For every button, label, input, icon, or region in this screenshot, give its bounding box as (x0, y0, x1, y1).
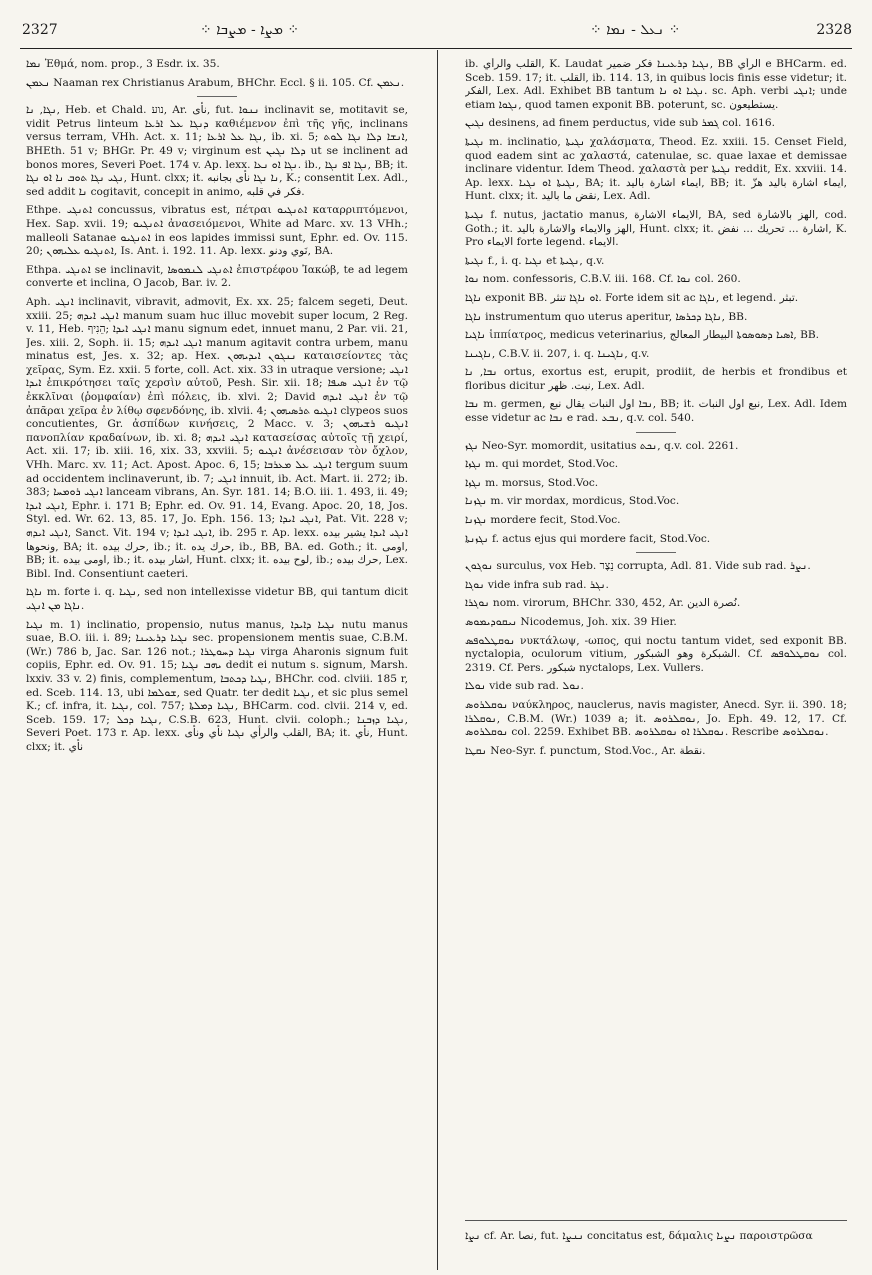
dictionary-entry: ܢܓܙܢܐ m. vir mordax, mordicus, Stod.Voc. (465, 495, 680, 508)
running-head-left: ⁘ ܡܨܐ - ܡܨܒܐ ⁘ (200, 22, 300, 38)
column-divider (437, 50, 438, 1270)
dictionary-entry: ܢܘܓܪܐ nom. virorum, BHChr. 330, 452, Ar. ‏نُصرة الدين‎. (465, 597, 741, 610)
dictionary-entry: ܢܘܓܐ vide infra sub rad. ܢܓܪ. (465, 578, 609, 591)
dictionary-entry: ܢܓܝܬܐ f. nutus, jactatio manus, ‏الايماء الاشارة‎, BA, sed ‏الهز بالاشارة‎, cod. Goth.; it. ‏الهز والايماء والاشارة باليد‎, Hunt. clxx; it. ‏اشارة ... تحريك ... نفض‎, K. Pro ‏الايماء‎ forte legend. ‏الايماء‎. (465, 208, 847, 249)
dictionary-entry: ܢܥܡܢ Naaman rex Christianus Arabum, BHChr. Eccl. § ii. 105. Cf. ܢܥܡܢ. (26, 76, 405, 89)
dictionary-entry: Ethpa. ܐܬܢܓܝ se inclinavit, ܐܬܢܓܝ ܠܢܡܘܣܐ ἐπιστρέφου Ἰακώβ, te ad legem converte et inclina, O Jacob, Bar. iv. 2. (26, 263, 408, 290)
page-number-left: 2327 (22, 22, 58, 38)
dictionary-entry: ܢܒܐ, ܢܐ ortus, exortus est, erupit, prodiit, de herbis et frondibus et floribus dicitur ‏نبت. ظهر‎, Lex. Adl. (465, 366, 847, 392)
page-number-right: 2328 (816, 22, 852, 38)
entry-separator (636, 432, 676, 434)
dictionary-entry: ܢܐܓܝܐ ἱππίατρος, medicus veterinarius, ܐܣܝܐ ܕܣܘܣܘܬܐ ‏البيطار المعالج‎, BB. (465, 329, 820, 342)
dictionary-entry: ܢܓܙ Neo-Syr. momordit, usitatius ܢܟܬ, q.v. col. 2261. (465, 439, 739, 452)
dictionary-entry: ܢܓܙܐ m. morsus, Stod.Voc. (465, 476, 599, 489)
entry-separator (636, 552, 676, 554)
header-rule (20, 48, 852, 49)
dictionary-entry: ܢܝܩܘܕܝܡܘܣ Nicodemus, Joh. xix. 39 Hier. (465, 616, 677, 628)
bottom-rule (465, 1220, 847, 1221)
dictionary-entry: ܢܓܙܢܐ mordere fecit, Stod.Voc. (465, 514, 621, 527)
left-column (26, 58, 408, 1268)
dictionary-entry: ܢܘܠܐ vide sub rad. ܢܘܠ. (465, 680, 584, 693)
dictionary-entry: ܢܩܛܐ Neo-Syr. f. punctum, Stod.Voc., Ar. ‏نقطة‎. (465, 744, 706, 757)
dictionary-entry: Ethpe. ܐܬܢܓܝ concussus, vibratus est, πέτραι ܐܬܢܓܝܘ καταρριπτόμενοι, Hex. Sap. xvii. 19; ܐܬܢܓܝܘ ἀνασειόμενοι, White ad Marc. xv. 13 VHh.; malleoli Satanae ܐܬܢܓܝܘ in eos lapides immissi sunt, Ephr. ed. Ov. 115. 20; ܐܬܢܓܝܘ ܥܠܝܗܘܢ, Is. Ant. i. 192. 11. Ap. lexx. ‏نَوي ودنو‎, BA. (26, 204, 408, 258)
dictionary-entry: ܢܓܝܬܐ f., i. q. ܢܓܝܐ et ܢܓܝܬܐ, q.v. (465, 254, 605, 267)
dictionary-entry: ܢܒܐ m. germen, ܢܒܐ ‏اول النبات يقال نبع‎, BB; it. ‏نبع اول النبات‎, Lex. Adl. Idem esse videtur ac ܢܒܐ e rad. ܢܒܥ, q.v. col. 540. (465, 398, 847, 425)
dictionary-entry: ܢܡܐ Ἐθμά, nom. prop., 3 Esdr. ix. 35. (26, 58, 220, 70)
dictionary-entry: ܢܓܐ, ܢܐ, Heb. et Chald. ‏נוע‎, Ar. ‏نأى‎, fut. ܢܢܘܐ inclinavit se, motitavit se, vidit Petrus linteum ܕܢܓܐ ܥܠ ܐܪܥܐ καθιέμενον ἐπὶ τῆς γῆς, inclinans versus terram, VHh. Act. x. 11; ܢܓܐ ܥܠ ܐܪܥܐ, ib. xi. 5; ܐܢܫܐ ܕܠܐ ܢܓܐ ܠܘܬ, BHEth. 51 v; BHGr. Pr. 49 v; virginum est ܕܠܐ ܢܓܝܢ ut se inclinent ad bonos mores, Severi Poet. 174 v. Ap. lexx. ܢܓܐ ܐܘ ܢܥܐ. ib., ܢܓܐ ܐܦ ܢܓܐ, BB; it. ܢܓܝ ܢܓܐ ܬܘܒ ܢܐ ܐܘ ܢܓܐ, Hunt. clxx; it. ܢܐ ܢܓܐ ‏نأى بجانبه‎, K.; consentit Lex. Adl., sed addit ܢܐ cogitavit, concepit in animo, ‏فكر في قلبه‎. (26, 104, 408, 198)
dictionary-entry: ܢܐܓܝܢܐ, C.B.V. ii. 207, i. q. ܢܐܓܝܢܐ, q.v. (465, 347, 650, 360)
dictionary-entry: ܢܐܓܐ exponit BB. ‏تنثر‎ ܐܘ ܢܐܓܐ. Forte idem sit ac ܢܐܓܐ, et legend. ‏تبثر‎. (465, 291, 799, 304)
entry-separator (197, 96, 237, 98)
dictionary-entry: ܢܘܐ nom. confessoris, C.B.V. iii. 168. Cf. ܢܘܐ col. 260. (465, 273, 741, 286)
dictionary-entry: ܢܓܙܢܬܐ f. actus ejus qui mordere facit, Stod.Voc. (465, 532, 711, 545)
dictionary-entry: ܢܓܝܬܐ m. inclinatio, ܢܓܝܬܐ χαλάσματα, Theod. Ez. xxiii. 15. Censet Field, quod eadem sint ac χαλαστά, catenulae, sc. quae laxae et demissae inclinare videntur. Idem Theod. χαλαστὰ per ܢܓܝܬܐ reddit, Ex. xxviii. 14. Ap. lexx. ܢܓܝܬܐ ܐܘ ܢܓܝܐ, BA; it. ‏ايماء اشارة باليد‎, BB; it. ‏ايماء اشارة باليد هزّ‎, Hunt. clxx; it. ‏نقض ما باليد‎, Lex. Adl. (465, 135, 847, 203)
right-column (465, 58, 847, 1268)
dictionary-entry: ܢܐܓܐ instrumentum quo uterus aperitur, ܢܐܓܐ ܕܟܪܣܐ, BB. (465, 310, 748, 323)
next-entry-line: ܢܨܐ cf. Ar. ‏نصا‎, fut. ܢܢܨܐ concitatus est, δάμαλις ܢܨܝܐ παροιστρῶσα (465, 1230, 813, 1242)
dictionary-entry: Aph. ܐܢܓܝ inclinavit, vibravit, admovit, Ex. xx. 25; falcem segeti, Deut. xxiii. 25; ܐܢܓܝ ܐܝܕܗ manum suam huc illuc movebit super locum, 2 Reg. v. 11, Heb. ‏הֵנִיף‎; ܐܢܓܝ ܐܝܕܐ manu signum edet, innuet manu, 2 Par. vii. 21, Jes. xiii. 2, Soph. ii. 15; ܐܢܓܝ ܐܝܕܗ manum agitavit contra urbem, manu minatus est, Jes. x. 32; ap. Hex. ܢܢܓܘܢ ܐܝܕܝܗܘܢ καταισείοντες τὰς χεῖρας, Sym. Ez. xxii. 5 forte, coll. Act. xix. 33 in utraque versione; ܐܢܓܝ ܐܝܕܐ ἐπικρότησει ταῖς χερσὶν αὐτοῦ, Pesh. Sir. xii. 18; ܐܢܓܝ ܣܝܦܐ ἐν τῷ ἐκκλῖναι (ῥομφαίαν) ἐπὶ πόλεις, ib. xlvi. 2; David ܐܢܓܝ ܐܝܕܗ ἐν τῷ ἀπᾶραι χεῖρα ἐν λίθῳ σφενδόνης, ib. xlvii. 4; ܐܢܓܝܘ ܬܪܣܝܗܘܢ clypeos suos concutientes, Gr. ἀσπίδων κινήσεις, 2 Macc. v. 3; ܐܢܓܝܘ ܪܫܝܗܘܢ πανοπλίαν κραδαίνων, ib. xi. 8; ܐܢܓܝ ܐܝܕܗ κατασείσας αὐτοῖς τῇ χειρί, Act. xii. 17; ib. xiii. 16, xix. 33, xxviii. 5; ܐܢܓܝܘ ἀνέσεισαν τὸν ὄχλον, VHh. Marc. xv. 11; Act. Apost. Apoc. 6, 15; ܐܢܓܝ ܥܠ ܡܥܪܒܐ tergum suum ad occidentem inclinaverunt, ib. 7; ܐܢܓܝ innuit, ib. Act. Mart. ii. 272; ib. 383; ܐܢܓܝ ܪܘܡܚܐ lanceam vibrans, An. Syr. 181. 14; B.O. iii. 1. 493, ii. 49; ܐܢܓܝ ܐܝܕܐ, Ephr. i. 171 B; Ephr. ed. Ov. 91. 14, Evang. Apoc. 20, 18, Jos. Styl. ed. Wr. 62. 13, 85. 17, Jo. Eph. 156. 13; ܐܢܓܝ ܐܝܕܐ, Pat. Vit. 228 v; ܐܢܓܝ ܐܝܕܗ, Sanct. Vit. 194 v; ܐܢܓܝ ܐܝܕܐ, ib. 295 r. Ap. lexx. ܐܢܓܝ ܐܝܕܐ ‏يشير بيده ونحوها‎, BA; it. ‏حرك بيده‎, ib.; it. ‏حرك يده‎, ib., BB, BA. ed. Goth.; it. ‏اومى‎, BB; it. ‏اومى بيده‎, ib.; it. ‏اشار بيده‎, Hunt. clxx; it. ‏لوح بيده‎, ib.; ‏حرك بيده‎, Lex. Bibl. Ind. Consentiunt caeteri. (26, 295, 408, 580)
dictionary-entry: ܢܘܩܠܪܘܣ ναύκληρος, nauclerus, navis magister, Anecd. Syr. ii. 390. 18; ܢܘܩܠܪܐ, C.B.M. (Wr.) 1039 a; it. ܢܘܩܠܪܘܣ, Jo. Eph. 49. 12, 17. Cf. ܢܘܩܠܪܘܣ col. 2259. Exhibet BB. ܢܘܩܠܪܐ ܐܘ ܢܘܩܠܪܘܣ. Rescribe ܢܘܩܠܪܘܣ. (465, 698, 847, 739)
dictionary-entry: ܢܐܓܐ m. forte i. q. ܢܓܝܐ, sed non intellexisse videtur BB, qui tantum dicit ܢܐܓܐ ܡܢ ܐܢܓܝ. (26, 586, 408, 612)
dictionary-entry: ib. ‏القلب والرأي‎, K. Laudat ܢܓܝܐ ܕܪܥܝܢܐ ‏فكر ضمير‎, BB ‏الرأي‎ e BHCarm. ed. Sceb. 159. 17; it. ‏القلب‎, ib. 114. 13, in quibus locis finis esse videtur; it. ‏الفكر‎, Lex. Adl. Exhibet BB tantum ܢܓܝܐ ܐܘ ܢܐ. sc. Aph. verbi ܐܢܓܝ; unde etiam ܢܓܘܐ, quod tamen exponit BB. poterunt, sc. ‏يستطيعون‎. (465, 58, 847, 111)
dictionary-entry: ܢܓܙܐ m. qui mordet, Stod.Voc. (465, 458, 619, 471)
dictionary-entry: ܢܓܝܐ m. 1) inclinatio, propensio, nutus manus, ܢܓܝܐ ܕܐܝܕܐ nutu manus suae, B.O. iii. i. 89; ܢܓܝܐ ܕܪܥܝܢܐ sec. propensionem mentis suae, C.B.M. (Wr.) 786 b, Jac. Sar. 126 not.; ܢܓܝܐ ܕܚܘܛܪܐ virga Aharonis signum fuit copiis, Ephr. ed. Ov. 91. 15; ܝܗܒ ܢܓܝܐ dedit ei nutum s. signum, Marsh. lxxiv. 33 v. 2) finis, complementum, ܢܓܝܐ ܕܟܬܒܐ, BHChr. cod. clviii. 185 r, ed. Sceb. 114. 13, ubi ܫܘܠܡܐ, sed Quatr. ter dedit ܢܓܝܐ, et sic plus semel K.; cf. infra, it. ܢܓܝܐ, col. 757; ܢܓܝܐ ܕܡܠܬܐ, BHCarm. cod. clvii. 214 v, ed. Sceb. 159. 17; ܢܓܝܐ ܕܟܠ, C.S.B. 623, Hunt. clvii. coloph.; ܢܓܝܐ ܕܙܒܢܐ, Severi Poet. 173 r. Ap. lexx. ܢܓܝܐ ‏نأي ونأى‎ ‏القلب والرأي‎, BA; it. ‏نأي‎, Hunt. clxx; it. ‏نأي‎ (26, 618, 408, 753)
running-head-right: ⁘ ܢܥܠ - ܢܡܐ ⁘ (590, 22, 681, 38)
dictionary-entry: ܢܓܝܢ desinens, ad finem perductus, vide sub ܓܡܪ col. 1616. (465, 117, 776, 130)
page-header (0, 0, 872, 46)
dictionary-entry: ܢܘܓܘܢ surculus, vox Heb. ‏נֵצֶר‎ corrupta, Adl. 81. Vide sub rad. ܢܨܪ. (465, 560, 811, 573)
dictionary-entry: ܢܘܩܛܠܘܦܣ νυκτάλωψ, -ωπος, qui noctu tantum videt, sed exponit BB. nyctalopia, oculorum vitium, ‏الشبكرة وهو الشبكور‎. Cf. ܢܘܩܛܠܘܦܣ col. 2319. Cf. Pers. ‏شبكور‎ nyctalops, Lex. Vullers. (465, 634, 847, 674)
